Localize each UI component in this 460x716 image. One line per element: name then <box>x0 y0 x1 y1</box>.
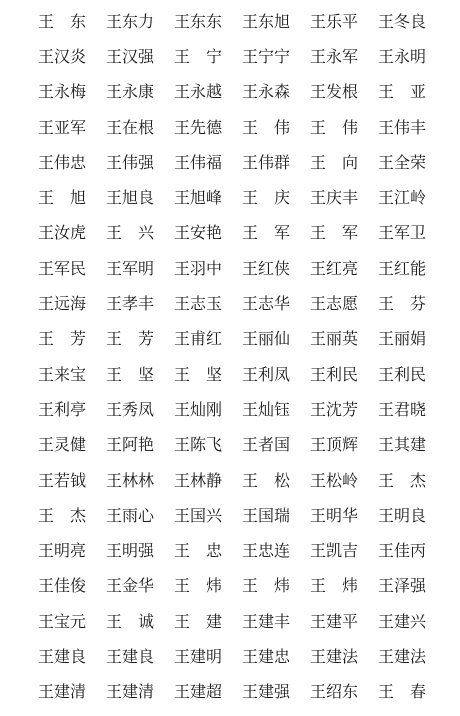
name-entry: 王来宝 <box>38 364 87 384</box>
name-entry: 王建法 <box>378 646 427 666</box>
name-entry: 王林林 <box>106 470 155 490</box>
name-entry: 王 伟 <box>242 117 291 137</box>
name-entry: 王 军 <box>310 223 359 243</box>
name-entry: 王沈芳 <box>310 399 359 419</box>
name-entry: 王东力 <box>106 11 155 31</box>
name-entry: 王汝虎 <box>38 223 87 243</box>
name-entry: 王 炜 <box>174 576 223 596</box>
name-entry: 王江岭 <box>378 188 427 208</box>
name-entry: 王建法 <box>310 646 359 666</box>
name-entry: 王伟忠 <box>38 152 87 172</box>
name-entry: 王冬良 <box>378 11 427 31</box>
name-entry: 王志愿 <box>310 294 359 314</box>
name-entry: 王伟群 <box>242 152 291 172</box>
name-entry: 王顶辉 <box>310 435 359 455</box>
name-entry: 王金华 <box>106 576 155 596</box>
name-entry: 王 军 <box>242 223 291 243</box>
name-entry: 王若钺 <box>38 470 87 490</box>
name-entry: 王 伟 <box>310 117 359 137</box>
name-entry: 王秀凤 <box>106 399 155 419</box>
name-entry: 王 松 <box>242 470 291 490</box>
name-entry: 王在根 <box>106 117 155 137</box>
name-entry: 王建良 <box>38 646 87 666</box>
name-entry: 王明亮 <box>38 541 87 561</box>
name-entry: 王林静 <box>174 470 223 490</box>
name-entry: 王永越 <box>174 82 223 102</box>
name-entry: 王永军 <box>310 46 359 66</box>
name-entry: 王安艳 <box>174 223 223 243</box>
name-entry: 王 坚 <box>174 364 223 384</box>
name-entry: 王 建 <box>174 611 223 631</box>
name-entry: 王亚军 <box>38 117 87 137</box>
name-entry: 王佳丙 <box>378 541 427 561</box>
name-entry: 王东东 <box>174 11 223 31</box>
name-entry: 王 杰 <box>38 505 87 525</box>
name-entry: 王庆丰 <box>310 188 359 208</box>
name-entry: 王 向 <box>310 152 359 172</box>
name-entry: 王者国 <box>242 435 291 455</box>
name-entry: 王建超 <box>174 682 223 702</box>
name-entry: 王志玉 <box>174 294 223 314</box>
name-entry: 王红能 <box>378 258 427 278</box>
name-entry: 王丽娟 <box>378 329 427 349</box>
name-entry: 王永梅 <box>38 82 87 102</box>
name-entry: 王红亮 <box>310 258 359 278</box>
name-entry: 王灿刚 <box>174 399 223 419</box>
name-entry: 王 春 <box>378 682 427 702</box>
name-entry: 王 芳 <box>106 329 155 349</box>
name-entry: 王永康 <box>106 82 155 102</box>
name-entry: 王建清 <box>38 682 87 702</box>
name-entry: 王君晓 <box>378 399 427 419</box>
name-entry: 王国瑞 <box>242 505 291 525</box>
name-entry: 王军民 <box>38 258 87 278</box>
name-entry: 王泽强 <box>378 576 427 596</box>
name-entry: 王东旭 <box>242 11 291 31</box>
name-entry: 王远海 <box>38 294 87 314</box>
name-entry: 王伟丰 <box>378 117 427 137</box>
name-entry: 王建忠 <box>242 646 291 666</box>
name-entry: 王 宁 <box>174 46 223 66</box>
name-entry: 王汉炎 <box>38 46 87 66</box>
name-entry: 王建明 <box>174 646 223 666</box>
name-entry: 王利凤 <box>242 364 291 384</box>
name-entry: 王灿钰 <box>242 399 291 419</box>
name-entry: 王明良 <box>378 505 427 525</box>
name-entry: 王建清 <box>106 682 155 702</box>
name-entry: 王其建 <box>378 435 427 455</box>
name-entry: 王乐平 <box>310 11 359 31</box>
name-entry: 王红侠 <box>242 258 291 278</box>
name-entry: 王雨心 <box>106 505 155 525</box>
name-entry: 王永森 <box>242 82 291 102</box>
name-entry: 王绍东 <box>310 682 359 702</box>
name-entry: 王建强 <box>242 682 291 702</box>
name-entry: 王利民 <box>310 364 359 384</box>
name-entry: 王伟福 <box>174 152 223 172</box>
name-entry: 王 炜 <box>242 576 291 596</box>
name-entry: 王凯吉 <box>310 541 359 561</box>
name-entry: 王旭峰 <box>174 188 223 208</box>
name-entry: 王永明 <box>378 46 427 66</box>
name-entry: 王陈飞 <box>174 435 223 455</box>
name-entry: 王发根 <box>310 82 359 102</box>
name-entry: 王国兴 <box>174 505 223 525</box>
name-entry: 王全荣 <box>378 152 427 172</box>
name-entry: 王伟强 <box>106 152 155 172</box>
name-entry: 王甫红 <box>174 329 223 349</box>
name-entry: 王 芳 <box>38 329 87 349</box>
name-entry: 王 忠 <box>174 541 223 561</box>
name-entry: 王丽仙 <box>242 329 291 349</box>
name-entry: 王松岭 <box>310 470 359 490</box>
name-entry: 王忠连 <box>242 541 291 561</box>
name-entry: 王军卫 <box>378 223 427 243</box>
name-entry: 王宁宁 <box>242 46 291 66</box>
name-entry: 王利亭 <box>38 399 87 419</box>
name-entry: 王建兴 <box>378 611 427 631</box>
name-entry: 王丽英 <box>310 329 359 349</box>
name-entry: 王 坚 <box>106 364 155 384</box>
name-entry: 王 东 <box>38 11 87 31</box>
name-entry: 王旭良 <box>106 188 155 208</box>
name-entry: 王灵健 <box>38 435 87 455</box>
name-entry: 王 亚 <box>378 82 427 102</box>
name-entry: 王建良 <box>106 646 155 666</box>
name-entry: 王 芬 <box>378 294 427 314</box>
name-list-grid <box>38 4 448 710</box>
name-entry: 王汉强 <box>106 46 155 66</box>
name-entry: 王孝丰 <box>106 294 155 314</box>
name-entry: 王建丰 <box>242 611 291 631</box>
name-entry: 王 炜 <box>310 576 359 596</box>
name-entry: 王先德 <box>174 117 223 137</box>
name-entry: 王羽中 <box>174 258 223 278</box>
name-entry: 王佳俊 <box>38 576 87 596</box>
name-entry: 王 兴 <box>106 223 155 243</box>
name-entry: 王军明 <box>106 258 155 278</box>
name-entry: 王建平 <box>310 611 359 631</box>
name-entry: 王利民 <box>378 364 427 384</box>
name-entry: 王 诚 <box>106 611 155 631</box>
name-entry: 王明华 <box>310 505 359 525</box>
name-entry: 王阿艳 <box>106 435 155 455</box>
name-entry: 王 旭 <box>38 188 87 208</box>
name-entry: 王志华 <box>242 294 291 314</box>
name-entry: 王 杰 <box>378 470 427 490</box>
name-entry: 王宝元 <box>38 611 87 631</box>
name-entry: 王 庆 <box>242 188 291 208</box>
name-entry: 王明强 <box>106 541 155 561</box>
